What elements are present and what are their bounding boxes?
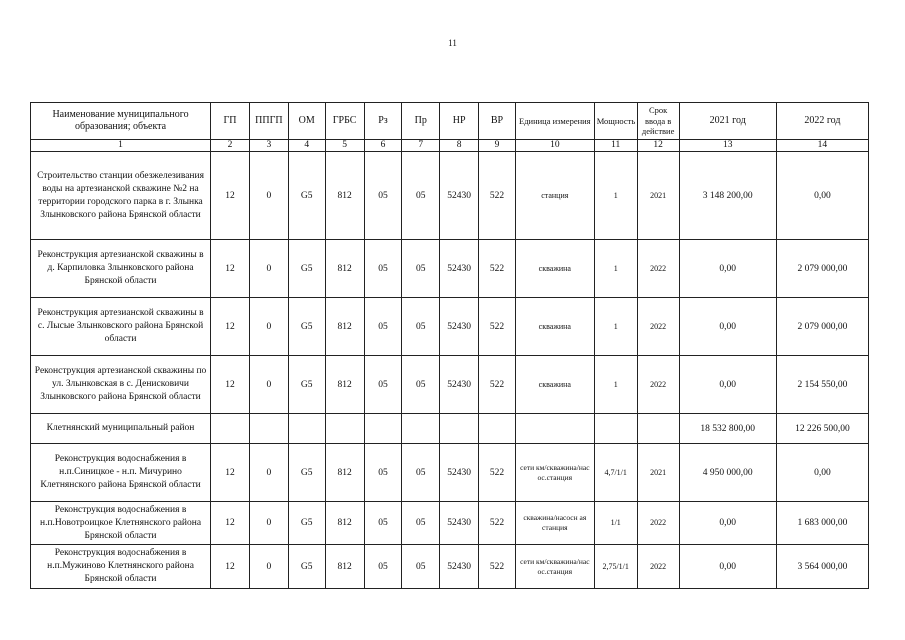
cell-nr: 52430	[440, 502, 479, 545]
cell-capacity: 4,7/1/1	[594, 444, 637, 502]
cell-2022: 0,00	[776, 444, 868, 502]
cell-vr: 522	[479, 502, 516, 545]
table-row	[31, 298, 869, 356]
header-row	[31, 103, 869, 140]
table-row	[31, 444, 869, 502]
cell-ppgp: 0	[249, 152, 288, 240]
cell-rz: 05	[364, 502, 402, 545]
cell-rz: 05	[364, 356, 402, 414]
header-pr: Пр	[402, 103, 440, 140]
object-name: Реконструкция артезианской скважины в д. Карпиловка Злынковского района Брянской области	[31, 240, 211, 298]
cell-unit: скважина	[515, 240, 594, 298]
cell-ppgp: 0	[249, 502, 288, 545]
cell-term	[637, 414, 679, 444]
cell-term: 2022	[637, 240, 679, 298]
header-unit: Единица измерения	[515, 103, 594, 140]
cell-grbs: 812	[325, 356, 364, 414]
cell-pr: 05	[402, 502, 440, 545]
cell-2022: 3 564 000,00	[776, 545, 868, 589]
cell-om: G5	[288, 152, 325, 240]
column-number: 12	[637, 140, 679, 152]
table-row	[31, 545, 869, 589]
cell-term: 2022	[637, 545, 679, 589]
cell-rz: 05	[364, 152, 402, 240]
cell-ppgp: 0	[249, 356, 288, 414]
cell-2022: 1 683 000,00	[776, 502, 868, 545]
header-capacity: Мощность	[594, 103, 637, 140]
object-name: Реконструкция водоснабжения в н.п.Мужиново Клетнянского района Брянской области	[31, 545, 211, 589]
cell-gp: 12	[211, 240, 250, 298]
object-name: Реконструкция водоснабжения в н.п.Синицкое - н.п. Мичурино Клетнянского района Брянской области	[31, 444, 211, 502]
district-subtotal-row	[31, 414, 869, 444]
cell-2021: 18 532 800,00	[679, 414, 776, 444]
cell-ppgp: 0	[249, 298, 288, 356]
cell-grbs: 812	[325, 152, 364, 240]
cell-rz: 05	[364, 545, 402, 589]
cell-2021: 0,00	[679, 356, 776, 414]
cell-term: 2022	[637, 356, 679, 414]
column-number: 8	[440, 140, 479, 152]
cell-capacity: 1	[594, 298, 637, 356]
column-number: 7	[402, 140, 440, 152]
cell-nr: 52430	[440, 444, 479, 502]
cell-grbs: 812	[325, 545, 364, 589]
cell-pr: 05	[402, 545, 440, 589]
cell-2021: 0,00	[679, 240, 776, 298]
cell-ppgp	[249, 414, 288, 444]
header-gp: ГП	[211, 103, 250, 140]
cell-unit: сети км/скважина/нас ос.станция	[515, 545, 594, 589]
cell-grbs: 812	[325, 240, 364, 298]
cell-2022: 2 079 000,00	[776, 240, 868, 298]
cell-ppgp: 0	[249, 240, 288, 298]
cell-grbs: 812	[325, 502, 364, 545]
table-row	[31, 356, 869, 414]
header-2021: 2021 год	[679, 103, 776, 140]
cell-ppgp: 0	[249, 444, 288, 502]
column-number: 11	[594, 140, 637, 152]
cell-2021: 3 148 200,00	[679, 152, 776, 240]
cell-vr: 522	[479, 298, 516, 356]
table-row	[31, 240, 869, 298]
cell-om: G5	[288, 444, 325, 502]
header-2022: 2022 год	[776, 103, 868, 140]
cell-unit: скважина	[515, 298, 594, 356]
cell-rz: 05	[364, 240, 402, 298]
cell-gp: 12	[211, 545, 250, 589]
column-numbering-row	[31, 140, 869, 152]
cell-om	[288, 414, 325, 444]
cell-pr: 05	[402, 356, 440, 414]
column-number: 2	[211, 140, 250, 152]
cell-2021: 0,00	[679, 502, 776, 545]
header-rz: Рз	[364, 103, 402, 140]
cell-term: 2021	[637, 444, 679, 502]
cell-rz: 05	[364, 444, 402, 502]
cell-om: G5	[288, 545, 325, 589]
cell-gp: 12	[211, 502, 250, 545]
cell-capacity	[594, 414, 637, 444]
cell-nr: 52430	[440, 240, 479, 298]
cell-unit: скважина	[515, 356, 594, 414]
cell-2022: 2 079 000,00	[776, 298, 868, 356]
cell-om: G5	[288, 502, 325, 545]
cell-2021: 0,00	[679, 298, 776, 356]
cell-om: G5	[288, 356, 325, 414]
cell-2021: 0,00	[679, 545, 776, 589]
column-number: 14	[776, 140, 868, 152]
table-row	[31, 152, 869, 240]
cell-vr	[479, 414, 516, 444]
column-number: 4	[288, 140, 325, 152]
cell-2022: 0,00	[776, 152, 868, 240]
column-number: 5	[325, 140, 364, 152]
cell-gp: 12	[211, 356, 250, 414]
object-name: Реконструкция артезианской скважины в с. Лысые Злынковского района Брянской области	[31, 298, 211, 356]
cell-unit: станция	[515, 152, 594, 240]
cell-rz: 05	[364, 298, 402, 356]
district-name: Клетнянский муниципальный район	[31, 414, 211, 444]
header-commissioning: Срок ввода в действие	[637, 103, 679, 140]
page-number: 11	[448, 38, 457, 48]
cell-nr: 52430	[440, 545, 479, 589]
cell-rz	[364, 414, 402, 444]
column-number: 9	[479, 140, 516, 152]
cell-pr: 05	[402, 152, 440, 240]
cell-term: 2021	[637, 152, 679, 240]
header-ppgp: ППГП	[249, 103, 288, 140]
cell-grbs: 812	[325, 444, 364, 502]
cell-term: 2022	[637, 298, 679, 356]
cell-ppgp: 0	[249, 545, 288, 589]
cell-nr: 52430	[440, 356, 479, 414]
cell-gp: 12	[211, 444, 250, 502]
cell-2022: 2 154 550,00	[776, 356, 868, 414]
cell-capacity: 2,75/1/1	[594, 545, 637, 589]
cell-om: G5	[288, 298, 325, 356]
cell-pr: 05	[402, 240, 440, 298]
cell-vr: 522	[479, 152, 516, 240]
cell-capacity: 1/1	[594, 502, 637, 545]
cell-nr: 52430	[440, 152, 479, 240]
cell-2021: 4 950 000,00	[679, 444, 776, 502]
cell-grbs: 812	[325, 298, 364, 356]
cell-grbs	[325, 414, 364, 444]
cell-pr	[402, 414, 440, 444]
cell-vr: 522	[479, 444, 516, 502]
budget-table	[30, 102, 869, 589]
cell-capacity: 1	[594, 152, 637, 240]
header-om: ОМ	[288, 103, 325, 140]
cell-vr: 522	[479, 356, 516, 414]
cell-gp: 12	[211, 152, 250, 240]
object-name: Реконструкция артезианской скважины по ул. Злынковская в с. Денисковичи Злынковского района Брянской области	[31, 356, 211, 414]
cell-om: G5	[288, 240, 325, 298]
column-number: 13	[679, 140, 776, 152]
object-name: Строительство станции обезжелезивания воды на артезианской скважине №2 на территории городского парка в г. Злынка Злынковского района Брянской области	[31, 152, 211, 240]
cell-vr: 522	[479, 545, 516, 589]
column-number: 10	[515, 140, 594, 152]
header-name: Наименование муниципального образования; объекта	[31, 103, 211, 140]
cell-term: 2022	[637, 502, 679, 545]
column-number: 1	[31, 140, 211, 152]
cell-unit: сети км/скважина/нас ос.станция	[515, 444, 594, 502]
cell-2022: 12 226 500,00	[776, 414, 868, 444]
column-number: 6	[364, 140, 402, 152]
object-name: Реконструкция водоснабжения в н.п.Новотроицкое Клетнянского района Брянской области	[31, 502, 211, 545]
cell-nr	[440, 414, 479, 444]
cell-capacity: 1	[594, 240, 637, 298]
cell-capacity: 1	[594, 356, 637, 414]
cell-gp	[211, 414, 250, 444]
cell-nr: 52430	[440, 298, 479, 356]
cell-pr: 05	[402, 444, 440, 502]
cell-unit: скважина/насосн ая станция	[515, 502, 594, 545]
cell-pr: 05	[402, 298, 440, 356]
header-vr: ВР	[479, 103, 516, 140]
cell-unit	[515, 414, 594, 444]
cell-vr: 522	[479, 240, 516, 298]
column-number: 3	[249, 140, 288, 152]
header-grbs: ГРБС	[325, 103, 364, 140]
cell-gp: 12	[211, 298, 250, 356]
table-row	[31, 502, 869, 545]
header-nr: НР	[440, 103, 479, 140]
